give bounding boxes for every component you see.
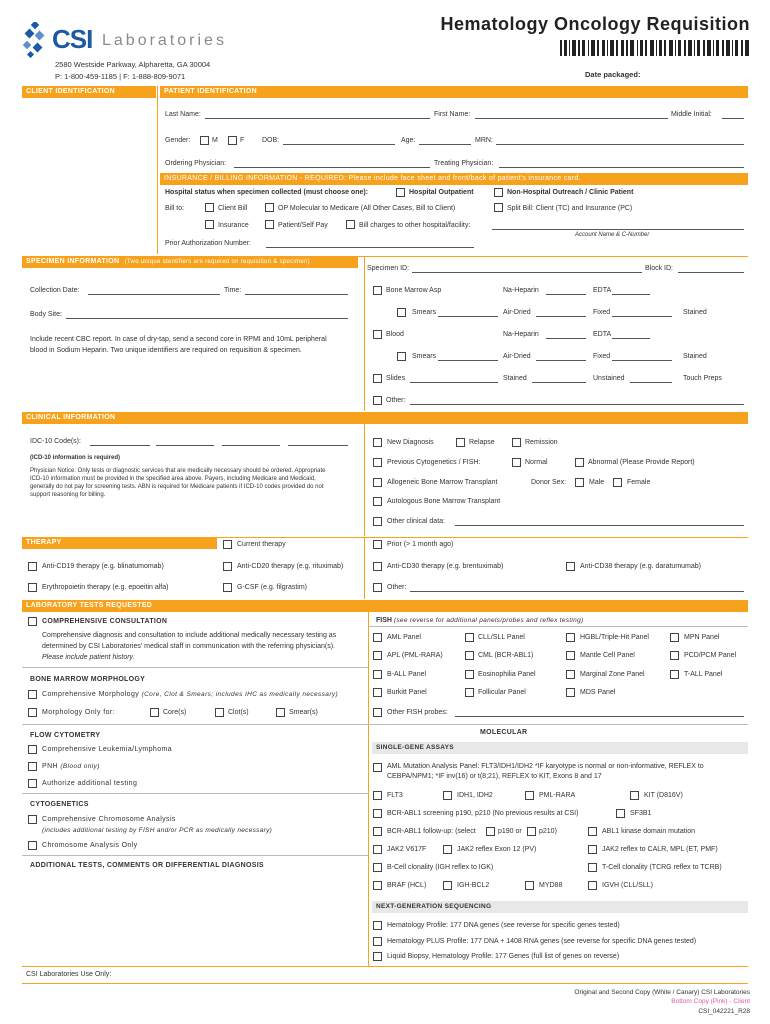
- gcsf-label: G-CSF (e.g. filgrastim): [237, 584, 308, 591]
- copy-original: Original and Second Copy (White / Canary) CSI Laboratories: [574, 989, 750, 996]
- mds-checkbox[interactable]: [566, 688, 575, 697]
- clot-label: Clot(s): [228, 709, 249, 716]
- ball-checkbox[interactable]: [373, 670, 382, 679]
- pnh-text: PNH: [42, 763, 58, 770]
- heme-plus-label: Hematology PLUS Profile: 177 DNA + 1408 RNA genes (see reverse for specific DNA genes tested): [387, 938, 697, 945]
- bcell-checkbox[interactable]: [373, 863, 382, 872]
- insurance-label: Insurance: [218, 222, 249, 229]
- touch-preps-label: Touch Preps: [683, 375, 722, 382]
- braf-label: BRAF (HCL): [387, 882, 427, 889]
- na-heparin-field-2[interactable]: [546, 338, 586, 339]
- other-therapy-label: Other:: [387, 584, 407, 591]
- male-label: Male: [589, 479, 605, 486]
- fish-title-text: FISH: [376, 617, 392, 624]
- specimen-bar-title: SPECIMEN INFORMATION: [26, 258, 120, 265]
- other-specimen-label: Other:: [386, 397, 406, 404]
- cll-panel-checkbox[interactable]: [465, 633, 474, 642]
- normal-checkbox[interactable]: [512, 458, 521, 467]
- eos-label: Eosinophilia Panel: [478, 671, 536, 678]
- p190-label: p190 or: [498, 828, 522, 835]
- allogeneic-label: Allogeneic Bone Marrow Transplant: [387, 479, 498, 486]
- time-label: Time:: [224, 287, 242, 294]
- block-id-label: Block ID:: [645, 265, 674, 272]
- comp-chrom-label: Comprehensive Chromosome Analysis: [42, 816, 176, 823]
- logo: [22, 22, 252, 58]
- specimen-bar: [22, 256, 358, 268]
- smears-checkbox-1[interactable]: [397, 308, 406, 317]
- page-title: Hematology Oncology Requisition: [440, 14, 750, 34]
- abl1-checkbox[interactable]: [588, 827, 597, 836]
- bcell-label: B-Cell clonality (IGH reflex to IGK): [387, 864, 494, 871]
- smears-label-1: Smears: [412, 309, 437, 316]
- mds-label: MDS Panel: [580, 689, 616, 696]
- epo-label: Erythropoietin therapy (e.g. epoeitin alfa): [42, 584, 169, 591]
- liquid-label: Liquid Biopsy, Hematology Profile: 177 Genes (full list of genes on reverse): [387, 953, 620, 960]
- hospital-status-label: Hospital status when specimen collected (must choose one):: [165, 189, 369, 196]
- collection-date-field[interactable]: [88, 294, 220, 295]
- ordering-physician-field[interactable]: [234, 167, 430, 168]
- marginal-label: Marginal Zone Panel: [580, 671, 645, 678]
- hgbl-panel-label: HGBL/Triple-Hit Panel: [580, 634, 649, 641]
- smears-label-2: Smears: [412, 353, 437, 360]
- barcode: [560, 40, 750, 56]
- abl1-label: ABL1 kinase domain mutation: [602, 828, 695, 835]
- tcell-label: T-Cell clonality (TCRG reflex to TCRB): [602, 864, 722, 871]
- prior-therapy-checkbox[interactable]: [373, 540, 382, 549]
- age-label: Age:: [401, 137, 416, 144]
- comp-morph-text: Comprehensive Morphology: [42, 691, 140, 698]
- edta-label-2: EDTA: [593, 331, 612, 338]
- current-therapy-checkbox[interactable]: [223, 540, 232, 549]
- comp-consult-title: COMPREHENSIVE CONSULTATION: [42, 618, 168, 625]
- normal-label: Normal: [525, 459, 548, 466]
- chrom-only-label: Chromosome Analysis Only: [42, 842, 138, 849]
- cd38-label: Anti-CD38 therapy (e.g. daratumumab): [580, 563, 701, 570]
- dob-label: DOB:: [262, 137, 280, 144]
- apl-checkbox[interactable]: [373, 651, 382, 660]
- treating-physician-field[interactable]: [499, 167, 744, 168]
- igh-bcl2-label: IGH-BCL2: [457, 882, 490, 889]
- hospital-outpatient-label: Hospital Outpatient: [409, 189, 474, 196]
- cll-panel-label: CLL/SLL Panel: [478, 634, 525, 641]
- air-dried-label-2: Air-Dried: [503, 353, 531, 360]
- other-specimen-checkbox[interactable]: [373, 396, 382, 405]
- myd88-checkbox[interactable]: [525, 881, 534, 890]
- p210-checkbox[interactable]: [527, 827, 536, 836]
- na-heparin-label-1: Na-Heparin: [503, 287, 539, 294]
- comp-chrom-checkbox[interactable]: [28, 815, 37, 824]
- last-name-label: Last Name:: [165, 111, 201, 118]
- patient-self-pay-label: Patient/Self Pay: [278, 222, 328, 229]
- other-therapy-checkbox[interactable]: [373, 583, 382, 592]
- cd20-checkbox[interactable]: [223, 562, 232, 571]
- p190-checkbox[interactable]: [486, 827, 495, 836]
- core-label: Core(s): [163, 709, 187, 716]
- insurance-checkbox[interactable]: [205, 220, 214, 229]
- middle-initial-label: Middle Initial:: [671, 111, 712, 118]
- bcr-screen-checkbox[interactable]: [373, 809, 382, 818]
- date-packaged: Date packaged:: [585, 70, 641, 79]
- edta-field-1[interactable]: [612, 294, 650, 295]
- therapy-bar: THERAPY: [22, 537, 217, 549]
- heme-plus-checkbox[interactable]: [373, 937, 382, 946]
- ball-label: B-ALL Panel: [387, 671, 427, 678]
- autologous-label: Autologous Bone Marrow Transplant: [387, 498, 501, 505]
- morph-only-label: Morphology Only for:: [42, 709, 115, 716]
- pcd-checkbox[interactable]: [670, 651, 679, 660]
- split-bill-checkbox[interactable]: [494, 203, 503, 212]
- bill-charges-checkbox[interactable]: [346, 220, 355, 229]
- braf-checkbox[interactable]: [373, 881, 382, 890]
- abnormal-label: Abnormal (Please Provide Report): [588, 459, 695, 466]
- icd-label: IDC-10 Code(s):: [30, 438, 81, 445]
- cd20-label: Anti-CD20 therapy (e.g. rituximab): [237, 563, 344, 570]
- mpn-panel-checkbox[interactable]: [670, 633, 679, 642]
- first-name-label: First Name:: [434, 111, 471, 118]
- fixed-field-2[interactable]: [612, 360, 672, 361]
- pcd-label: PCD/PCM Panel: [684, 652, 737, 659]
- middle-initial-field[interactable]: [722, 118, 744, 119]
- pnh-checkbox[interactable]: [28, 762, 37, 771]
- male-checkbox[interactable]: [575, 478, 584, 487]
- cyto-title: CYTOGENETICS: [30, 801, 89, 808]
- new-diagnosis-checkbox[interactable]: [373, 438, 382, 447]
- relapse-label: Relapse: [469, 439, 495, 446]
- specimen-id-field[interactable]: [412, 272, 642, 273]
- gender-m-label: M: [212, 137, 218, 144]
- bm-morph-title: BONE MARROW MORPHOLOGY: [30, 676, 146, 683]
- patient-identification-bar: PATIENT IDENTIFICATION: [160, 86, 748, 98]
- cd19-label: Anti-CD19 therapy (e.g. blinatumomab): [42, 563, 164, 570]
- logo-sub: Laboratories: [102, 32, 227, 49]
- prior-auth-field[interactable]: [266, 247, 474, 248]
- flt3-label: FLT3: [387, 792, 403, 799]
- logo-mark-icon: [22, 22, 52, 58]
- prior-auth-label: Prior Authorization Number:: [165, 240, 251, 247]
- jak2-checkbox[interactable]: [373, 845, 382, 854]
- single-gene-bar: SINGLE-GENE ASSAYS: [372, 742, 748, 754]
- na-heparin-label-2: Na-Heparin: [503, 331, 539, 338]
- comp-consult-checkbox[interactable]: [28, 617, 37, 626]
- stained-label-2: Stained: [683, 353, 707, 360]
- lab-tests-bar: LABORATORY TESTS REQUESTED: [22, 600, 748, 612]
- mantle-checkbox[interactable]: [566, 651, 575, 660]
- other-fish-label: Other FISH probes:: [387, 709, 448, 716]
- ighv-label: IGVH (CLL/SLL): [602, 882, 653, 889]
- sf3b1-label: SF3B1: [630, 810, 652, 817]
- heme-profile-checkbox[interactable]: [373, 921, 382, 930]
- p210-label: p210): [539, 828, 557, 835]
- mrn-field[interactable]: [496, 144, 744, 145]
- cd30-label: Anti-CD30 therapy (e.g. brentuximab): [387, 563, 504, 570]
- client-bill-label: Client Bill: [218, 205, 248, 212]
- mantle-label: Mantle Cell Panel: [580, 652, 635, 659]
- dob-field[interactable]: [283, 144, 395, 145]
- bcr-follow-label: BCR-ABL1 follow-up: (select: [387, 828, 476, 835]
- marginal-checkbox[interactable]: [566, 670, 575, 679]
- donor-sex-label: Donor Sex:: [531, 479, 567, 486]
- smears-checkbox-2[interactable]: [397, 352, 406, 361]
- block-id-field[interactable]: [678, 272, 744, 273]
- fish-note: (see reverse for additional panels/probes and reflex testing): [393, 617, 584, 624]
- icd-required: (ICD-10 information is required): [30, 455, 121, 461]
- jak2-exon-label: JAK2 reflex Exon 12 (PV): [457, 846, 537, 853]
- air-dried-label-1: Air-Dried: [503, 309, 531, 316]
- form-code: CSI_042221_R28: [698, 1008, 750, 1015]
- ighv-checkbox[interactable]: [588, 881, 597, 890]
- cd38-checkbox[interactable]: [566, 562, 575, 571]
- hgbl-panel-checkbox[interactable]: [566, 633, 575, 642]
- comp-chrom-note: (includes additional testing by FISH and/or PCR as medically necessary): [42, 827, 273, 834]
- cd19-checkbox[interactable]: [28, 562, 37, 571]
- morph-only-checkbox[interactable]: [28, 708, 37, 717]
- idh-label: IDH1, IDH2: [457, 792, 493, 799]
- previous-cyto-checkbox[interactable]: [373, 458, 382, 467]
- insurance-bar: INSURANCE / BILLING INFORMATION - REQUIRED: Please include face sheet and front/back of patient's insurance card.: [160, 173, 748, 185]
- follicular-checkbox[interactable]: [465, 688, 474, 697]
- eos-checkbox[interactable]: [465, 670, 474, 679]
- edta-field-2[interactable]: [612, 338, 650, 339]
- other-clinical-field[interactable]: [455, 525, 744, 526]
- cml-label: CML (BCR-ABL1): [478, 652, 534, 659]
- chrom-only-checkbox[interactable]: [28, 841, 37, 850]
- cd30-checkbox[interactable]: [373, 562, 382, 571]
- mpn-panel-label: MPN Panel: [684, 634, 720, 641]
- additional-title: ADDITIONAL TESTS, COMMENTS OR DIFFERENTIAL DIAGNOSIS: [30, 862, 264, 869]
- jak2-exon-checkbox[interactable]: [443, 845, 452, 854]
- client-bill-checkbox[interactable]: [205, 203, 214, 212]
- other-specimen-field[interactable]: [410, 404, 744, 405]
- bill-charges-label: Bill charges to other hospital/facility:: [359, 222, 471, 229]
- ngs-bar: NEXT-GENERATION SEQUENCING: [372, 901, 748, 913]
- follicular-label: Follicular Panel: [478, 689, 526, 696]
- include-history: Please include patient history.: [42, 654, 135, 661]
- specimen-id-label: Specimen ID:: [367, 265, 410, 272]
- account-name-label: Account Name & C-Number: [575, 232, 650, 238]
- slides-label: Slides: [386, 375, 406, 382]
- clinical-bar: CLINICAL INFORMATION: [22, 412, 748, 424]
- address: 2580 Westside Parkway, Alpharetta, GA 30004: [55, 60, 211, 69]
- tcell-checkbox[interactable]: [588, 863, 597, 872]
- tall-checkbox[interactable]: [670, 670, 679, 679]
- body-site-label: Body Site:: [30, 311, 62, 318]
- pnh-label: [42, 763, 100, 770]
- gender-m-checkbox[interactable]: [200, 136, 209, 145]
- treating-physician-label: Treating Physician:: [434, 160, 494, 167]
- remission-label: Remission: [525, 439, 558, 446]
- aml-panel-label: AML Panel: [387, 634, 421, 641]
- relapse-checkbox[interactable]: [456, 438, 465, 447]
- non-hospital-label: Non-Hospital Outreach / Clinic Patient: [507, 189, 634, 196]
- use-only-label: CSI Laboratories Use Only:: [26, 971, 112, 978]
- female-label: Female: [627, 479, 651, 486]
- client-identification-bar: CLIENT IDENTIFICATION: [22, 86, 156, 98]
- clot-checkbox[interactable]: [215, 708, 224, 717]
- comp-morph-note: (Core, Clot & Smears; includes IHC as medically necessary): [141, 691, 339, 698]
- kit-label: KIT (D816V): [644, 792, 683, 799]
- other-fish-field[interactable]: [455, 716, 744, 717]
- flt3-checkbox[interactable]: [373, 791, 382, 800]
- specimen-bar-note: (Two unique identifiers are required on requisition & specimen): [124, 259, 310, 265]
- allogeneic-checkbox[interactable]: [373, 478, 382, 487]
- patient-self-pay-checkbox[interactable]: [265, 220, 274, 229]
- kit-checkbox[interactable]: [630, 791, 639, 800]
- bill-to-label: Bill to:: [165, 205, 185, 212]
- stained-label-3: Stained: [503, 375, 527, 382]
- igh-bcl2-checkbox[interactable]: [443, 881, 452, 890]
- icd-field-1[interactable]: [90, 445, 150, 446]
- autologous-checkbox[interactable]: [373, 497, 382, 506]
- aml-panel-checkbox[interactable]: [373, 633, 382, 642]
- time-field[interactable]: [245, 294, 348, 295]
- cbc-note: Include recent CBC report. In case of dry-tap, send a second core in RPMI and 10mL peripheral blood in Sodium Heparin. Two unique identifiers are required on requisition & specimen.: [30, 336, 327, 354]
- first-name-field[interactable]: [475, 118, 668, 119]
- idh-checkbox[interactable]: [443, 791, 452, 800]
- comp-leuk-label: Comprehensive Leukemia/Lymphoma: [42, 746, 173, 753]
- copy-pink: Bottom Copy (Pink) - Client: [671, 998, 750, 1005]
- unstained-field[interactable]: [630, 382, 672, 383]
- abnormal-checkbox[interactable]: [575, 458, 584, 467]
- comp-consult-desc: [42, 630, 352, 663]
- op-molecular-label: OP Molecular to Medicare (All Other Cases, Bill to Client): [278, 205, 456, 212]
- fish-title: [376, 617, 583, 624]
- slides-checkbox[interactable]: [373, 374, 382, 383]
- fixed-label-2: Fixed: [593, 353, 611, 360]
- collection-date-label: Collection Date:: [30, 287, 80, 294]
- bone-marrow-asp-checkbox[interactable]: [373, 286, 382, 295]
- mrn-label: MRN:: [475, 137, 493, 144]
- myd88-label: MYD88: [539, 882, 563, 889]
- air-dried-field-2[interactable]: [536, 360, 586, 361]
- bone-marrow-asp-label: Bone Marrow Asp: [386, 287, 442, 294]
- auth-add-label: Authorize additional testing: [42, 780, 138, 787]
- icd-field-3[interactable]: [222, 445, 280, 446]
- smears-field-2[interactable]: [438, 360, 498, 361]
- smears-field-1[interactable]: [438, 316, 498, 317]
- other-clinical-checkbox[interactable]: [373, 517, 382, 526]
- aml-mut-label: AML Mutation Analysis Panel: FLT3/IDH1/IDH2 *IF karyotype is normal or non-informative, REFLEX to CEBPA/NPM1; *IF inv(16) or t(8;21), REFLEX to KIT, Exons 8 and 17: [387, 763, 704, 780]
- last-name-field[interactable]: [205, 118, 430, 119]
- slides-field[interactable]: [410, 382, 498, 383]
- other-clinical-label: Other clinical data:: [387, 518, 445, 525]
- na-heparin-field-1[interactable]: [546, 294, 586, 295]
- non-hospital-checkbox[interactable]: [494, 188, 503, 197]
- fixed-field-1[interactable]: [612, 316, 672, 317]
- bcr-follow-checkbox[interactable]: [373, 827, 382, 836]
- comp-morph-checkbox[interactable]: [28, 690, 37, 699]
- pml-checkbox[interactable]: [525, 791, 534, 800]
- gender-f-label: F: [240, 137, 245, 144]
- icd-field-2[interactable]: [156, 445, 214, 446]
- other-fish-checkbox[interactable]: [373, 708, 382, 717]
- comp-leuk-checkbox[interactable]: [28, 745, 37, 754]
- blood-label: Blood: [386, 331, 404, 338]
- blood-checkbox[interactable]: [373, 330, 382, 339]
- stained-field-3[interactable]: [532, 382, 586, 383]
- edta-label-1: EDTA: [593, 287, 612, 294]
- apl-label: APL (PML-RARA): [387, 652, 443, 659]
- body-site-field[interactable]: [66, 318, 348, 319]
- tall-label: T-ALL Panel: [684, 671, 723, 678]
- epo-checkbox[interactable]: [28, 583, 37, 592]
- comp-morph-label: [42, 691, 338, 698]
- aml-mut-checkbox[interactable]: [373, 763, 382, 772]
- other-therapy-field[interactable]: [410, 591, 744, 592]
- logo-text: CSI: [52, 24, 93, 54]
- unstained-label: Unstained: [593, 375, 625, 382]
- physician-notice: Physician Notice: Only tests or diagnostic services that are medically necessary should be ordered. Appropriate ICD-10 information must be provided in the specified area above. Payers, including Medicare and Medicaid, generally do not pay for screening tests. ABN is required for Medicare patients if ICD-10 codes provided do not support reasoning for billing.: [30, 468, 326, 498]
- heme-profile-label: Hematology Profile: 177 DNA genes (see reverse for specific genes tested): [387, 922, 620, 929]
- new-diagnosis-label: New Diagnosis: [387, 439, 434, 446]
- op-molecular-checkbox[interactable]: [265, 203, 274, 212]
- ordering-physician-label: Ordering Physician:: [165, 160, 227, 167]
- comp-consult-text: Comprehensive diagnosis and consultation to include additional medically necessary testing as determined by CSI Laboratories' medical staff in communication with the referring physician(s).: [42, 632, 337, 650]
- prior-therapy-label: Prior (> 1 month ago): [387, 541, 454, 548]
- phone: P: 1-800-459-1185 | F: 1-888-809-9071: [55, 72, 186, 81]
- molecular-title: MOLECULAR: [480, 729, 528, 736]
- bill-charges-field[interactable]: [492, 229, 744, 230]
- jak2-calr-checkbox[interactable]: [588, 845, 597, 854]
- auth-add-checkbox[interactable]: [28, 779, 37, 788]
- jak2-calr-label: JAK2 reflex to CALR, MPL (ET, PMF): [602, 846, 718, 853]
- age-field[interactable]: [419, 144, 471, 145]
- pml-label: PML-RARA: [539, 792, 576, 799]
- gender-label: Gender:: [165, 137, 191, 144]
- burkitt-label: Burkitt Panel: [387, 689, 427, 696]
- smear-label: Smear(s): [289, 709, 318, 716]
- fixed-label-1: Fixed: [593, 309, 611, 316]
- previous-cyto-label: Previous Cytogenetics / FISH:: [387, 459, 481, 466]
- split-bill-label: Split Bill: Client (TC) and Insurance (PC): [507, 205, 633, 212]
- air-dried-field-1[interactable]: [536, 316, 586, 317]
- gender-f-checkbox[interactable]: [228, 136, 237, 145]
- remission-checkbox[interactable]: [512, 438, 521, 447]
- hospital-outpatient-checkbox[interactable]: [396, 188, 405, 197]
- jak2-label: JAK2 V617F: [387, 846, 427, 853]
- stained-label-1: Stained: [683, 309, 707, 316]
- gcsf-checkbox[interactable]: [223, 583, 232, 592]
- liquid-checkbox[interactable]: [373, 952, 382, 961]
- burkitt-checkbox[interactable]: [373, 688, 382, 697]
- female-checkbox[interactable]: [613, 478, 622, 487]
- flow-title: FLOW CYTOMETRY: [30, 732, 101, 739]
- smear-checkbox[interactable]: [276, 708, 285, 717]
- sf3b1-checkbox[interactable]: [616, 809, 625, 818]
- cml-checkbox[interactable]: [465, 651, 474, 660]
- core-checkbox[interactable]: [150, 708, 159, 717]
- icd-field-4[interactable]: [288, 445, 348, 446]
- current-therapy-label: Current therapy: [237, 541, 286, 548]
- bcr-screen-label: BCR-ABL1 screening p190, p210 (No previous results at CSI): [387, 810, 579, 817]
- pnh-note: (Blood only): [60, 763, 100, 770]
